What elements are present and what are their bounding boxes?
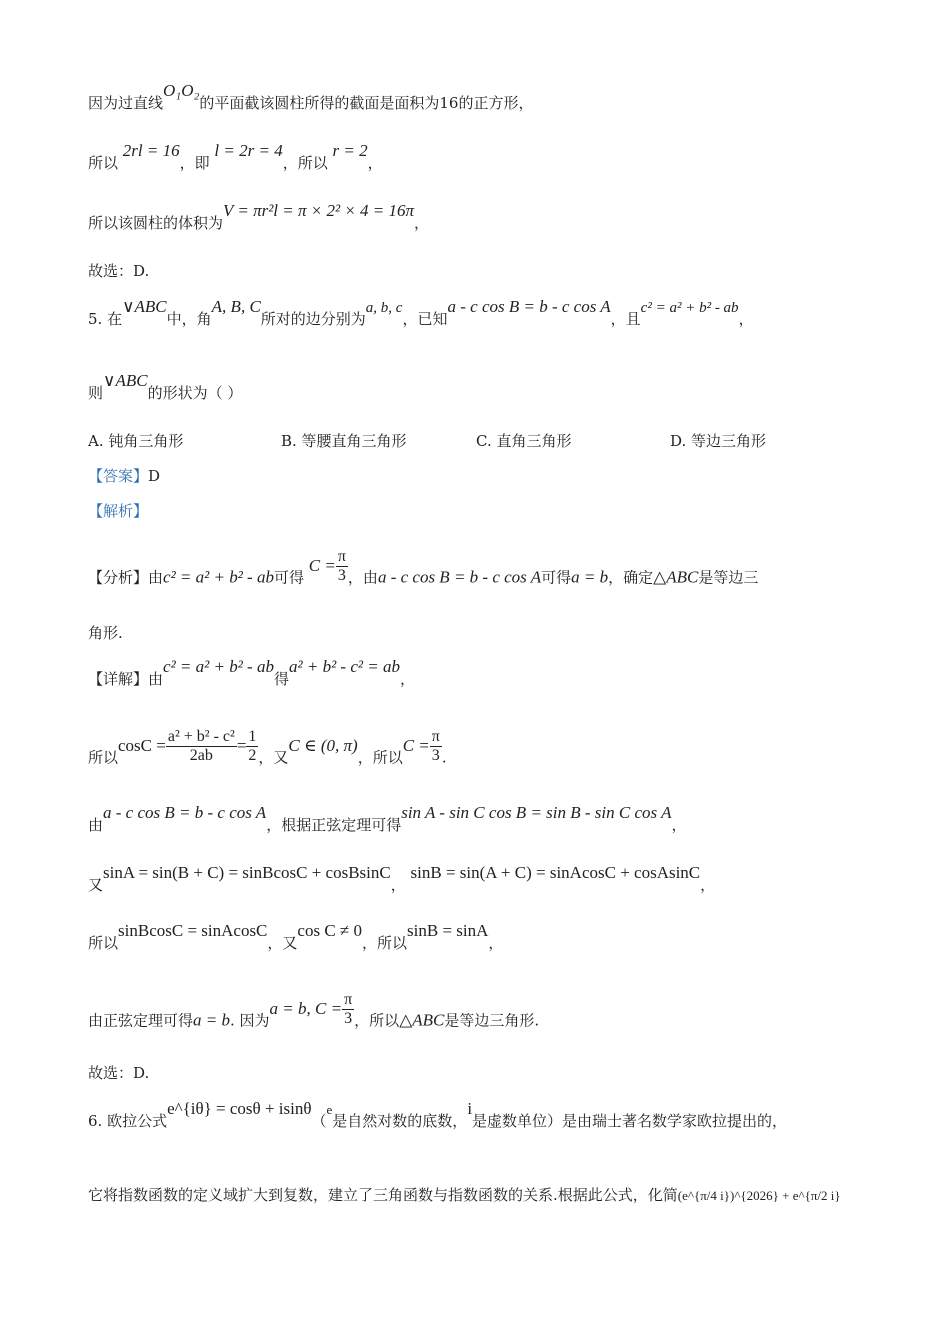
text: 由 bbox=[148, 670, 164, 688]
math: sinA = sin(B + C) = sinBcosC + cosBsinC bbox=[103, 863, 391, 882]
fraction bbox=[430, 728, 442, 765]
denominator: 3 bbox=[344, 1010, 353, 1027]
text: 由正弦定理可得 bbox=[88, 1011, 194, 1030]
math: i bbox=[467, 1099, 473, 1118]
text: 中，角 bbox=[166, 310, 212, 328]
text-line bbox=[88, 201, 890, 234]
text: 的平面截该圆柱所得的截面是面积为16的正方形， bbox=[199, 94, 534, 112]
math: sinB = sin(A + C) = sinAcosC + cosAsinC bbox=[410, 863, 701, 882]
text-line bbox=[88, 991, 890, 1040]
option-b: B. 等腰直角三角形 bbox=[281, 432, 407, 450]
math: O₁O₂ bbox=[163, 81, 200, 100]
math: e^{iθ} = cosθ + isinθ bbox=[167, 1099, 312, 1118]
text: 因为过直线 bbox=[88, 94, 164, 112]
fraction bbox=[166, 728, 237, 765]
question-6-stem-cont bbox=[88, 1184, 890, 1207]
fraction bbox=[246, 728, 258, 765]
math: a = b, C = bbox=[269, 998, 343, 1018]
math: ∨ABC bbox=[103, 371, 148, 390]
text-line: 故选：D. bbox=[88, 1064, 150, 1082]
math: a² + b² - c² = ab bbox=[289, 657, 400, 676]
denominator: 3 bbox=[337, 567, 346, 584]
math: ∨ABC bbox=[122, 297, 167, 316]
text: . bbox=[441, 748, 447, 767]
text: ，由 bbox=[347, 568, 378, 587]
math: V = πr²l = π × 2² × 4 = 16π bbox=[223, 201, 415, 220]
text: 可得 bbox=[273, 568, 304, 587]
text: 是等边三 bbox=[698, 568, 759, 587]
math: = bbox=[236, 735, 247, 755]
text-line bbox=[88, 863, 890, 896]
text-line: 故选：D. bbox=[88, 262, 150, 280]
text: ，根据正弦定理可得 bbox=[266, 816, 402, 834]
question-5-stem bbox=[88, 297, 890, 331]
text: （ bbox=[311, 1112, 327, 1130]
text-line bbox=[88, 728, 890, 777]
math: 2rl = 16 bbox=[122, 141, 180, 160]
text: ， bbox=[367, 154, 383, 172]
text: 可得 bbox=[541, 568, 572, 587]
math: C ∈ (0, π) bbox=[288, 735, 358, 755]
text: ， bbox=[738, 310, 754, 328]
math: c² = a² + b² - ab bbox=[640, 300, 739, 316]
math: sinB = sinA bbox=[407, 921, 489, 940]
detail-line bbox=[88, 657, 890, 690]
fraction bbox=[336, 548, 348, 585]
math: △ABC bbox=[399, 1010, 445, 1030]
text: 是自然对数的底数， bbox=[332, 1112, 468, 1130]
text: ，所以 bbox=[362, 934, 408, 952]
text: 是虚数单位）是由瑞士著名数学家欧拉提出的， bbox=[472, 1112, 788, 1130]
text: 所对的边分别为 bbox=[260, 310, 366, 328]
text: 又 bbox=[88, 876, 104, 894]
math: a, b, c bbox=[365, 300, 403, 316]
text: ， bbox=[414, 214, 430, 232]
text: 所以 bbox=[88, 934, 119, 952]
numerator: π bbox=[431, 728, 440, 745]
math: c² = a² + b² - ab bbox=[163, 567, 274, 587]
math: sin A - sin C cos B = sin B - sin C cos A bbox=[401, 803, 672, 822]
math: (e^{π/4 i})^{2026} + e^{π/2 i} bbox=[677, 1188, 841, 1203]
analysis-tag-line bbox=[88, 500, 890, 522]
text: ， bbox=[399, 670, 415, 688]
option-d: D. 等边三角形 bbox=[670, 432, 767, 450]
denominator: 2 bbox=[248, 747, 257, 764]
text: 的形状为（ ） bbox=[147, 384, 243, 402]
numerator: a² + b² - c² bbox=[167, 728, 235, 745]
text: 得 bbox=[273, 670, 289, 688]
math: sinBcosC = sinAcosC bbox=[118, 921, 268, 940]
text: 所以该圆柱的体积为 bbox=[88, 214, 224, 232]
option-c: C. 直角三角形 bbox=[476, 432, 572, 450]
math: △ABC bbox=[653, 567, 699, 587]
text: ， bbox=[390, 876, 406, 894]
text: ， bbox=[671, 816, 687, 834]
math: C = bbox=[308, 555, 336, 575]
numerator: π bbox=[337, 548, 346, 565]
text: . 因为 bbox=[230, 1011, 270, 1030]
math: a - c cos B = b - c cos A bbox=[103, 803, 267, 822]
numerator: π bbox=[344, 991, 353, 1008]
math: l = 2r = 4 bbox=[214, 141, 283, 160]
text: ，确定 bbox=[608, 568, 654, 587]
text: 【分析】 bbox=[88, 568, 149, 587]
option-a: A. 钝角三角形 bbox=[88, 432, 184, 450]
text: 由 bbox=[148, 568, 164, 587]
text: ，且 bbox=[610, 310, 641, 328]
answer-line bbox=[88, 465, 890, 487]
text-line bbox=[88, 921, 890, 954]
text: ，所以 bbox=[354, 1011, 400, 1030]
math: c² = a² + b² - ab bbox=[163, 657, 274, 676]
analysis-tag: 【解析】 bbox=[88, 502, 149, 520]
text-line: 角形. bbox=[88, 624, 123, 642]
text: ，所以 bbox=[357, 748, 403, 767]
text: ，即 bbox=[179, 154, 210, 172]
fraction bbox=[342, 991, 354, 1028]
answer-tag: 【答案】 bbox=[88, 467, 149, 485]
text-line bbox=[88, 141, 890, 174]
math: r = 2 bbox=[332, 141, 368, 160]
math: e bbox=[326, 1102, 333, 1117]
text: 5. 在 bbox=[88, 310, 123, 328]
text: 所以 bbox=[88, 154, 119, 172]
math: A, B, C bbox=[211, 297, 261, 316]
denominator: 2ab bbox=[189, 747, 213, 764]
text: 6. 欧拉公式 bbox=[88, 1112, 168, 1130]
question-5-stem-cont bbox=[88, 371, 890, 404]
math: a = b bbox=[193, 1010, 230, 1030]
text: ，所以 bbox=[282, 154, 328, 172]
text-line bbox=[88, 81, 890, 114]
denominator: 3 bbox=[431, 747, 440, 764]
text: 它将指数函数的定义域扩大到复数，建立了三角函数与指数函数的关系.根据此公式，化简 bbox=[88, 1186, 678, 1204]
analysis-line bbox=[88, 548, 890, 597]
math: a - c cos B = b - c cos A bbox=[377, 567, 542, 587]
math: cos C ≠ 0 bbox=[297, 921, 363, 940]
question-6-stem bbox=[88, 1099, 890, 1133]
text-line bbox=[88, 803, 890, 836]
text: 则 bbox=[88, 384, 104, 402]
math: C = bbox=[402, 735, 430, 755]
text: ， bbox=[488, 934, 504, 952]
text: 是等边三角形. bbox=[444, 1011, 540, 1030]
text: 由 bbox=[88, 816, 104, 834]
text: 所以 bbox=[88, 748, 119, 767]
math: cosC = bbox=[118, 735, 166, 755]
numerator: 1 bbox=[248, 728, 257, 745]
text: ，又 bbox=[258, 748, 289, 767]
text: ，又 bbox=[267, 934, 298, 952]
text: ， bbox=[700, 876, 716, 894]
math: a - c cos B = b - c cos A bbox=[447, 297, 611, 316]
text: ，已知 bbox=[402, 310, 448, 328]
text: 【详解】 bbox=[88, 670, 149, 688]
math: a = b bbox=[571, 567, 609, 587]
answer-value: D bbox=[148, 467, 161, 485]
